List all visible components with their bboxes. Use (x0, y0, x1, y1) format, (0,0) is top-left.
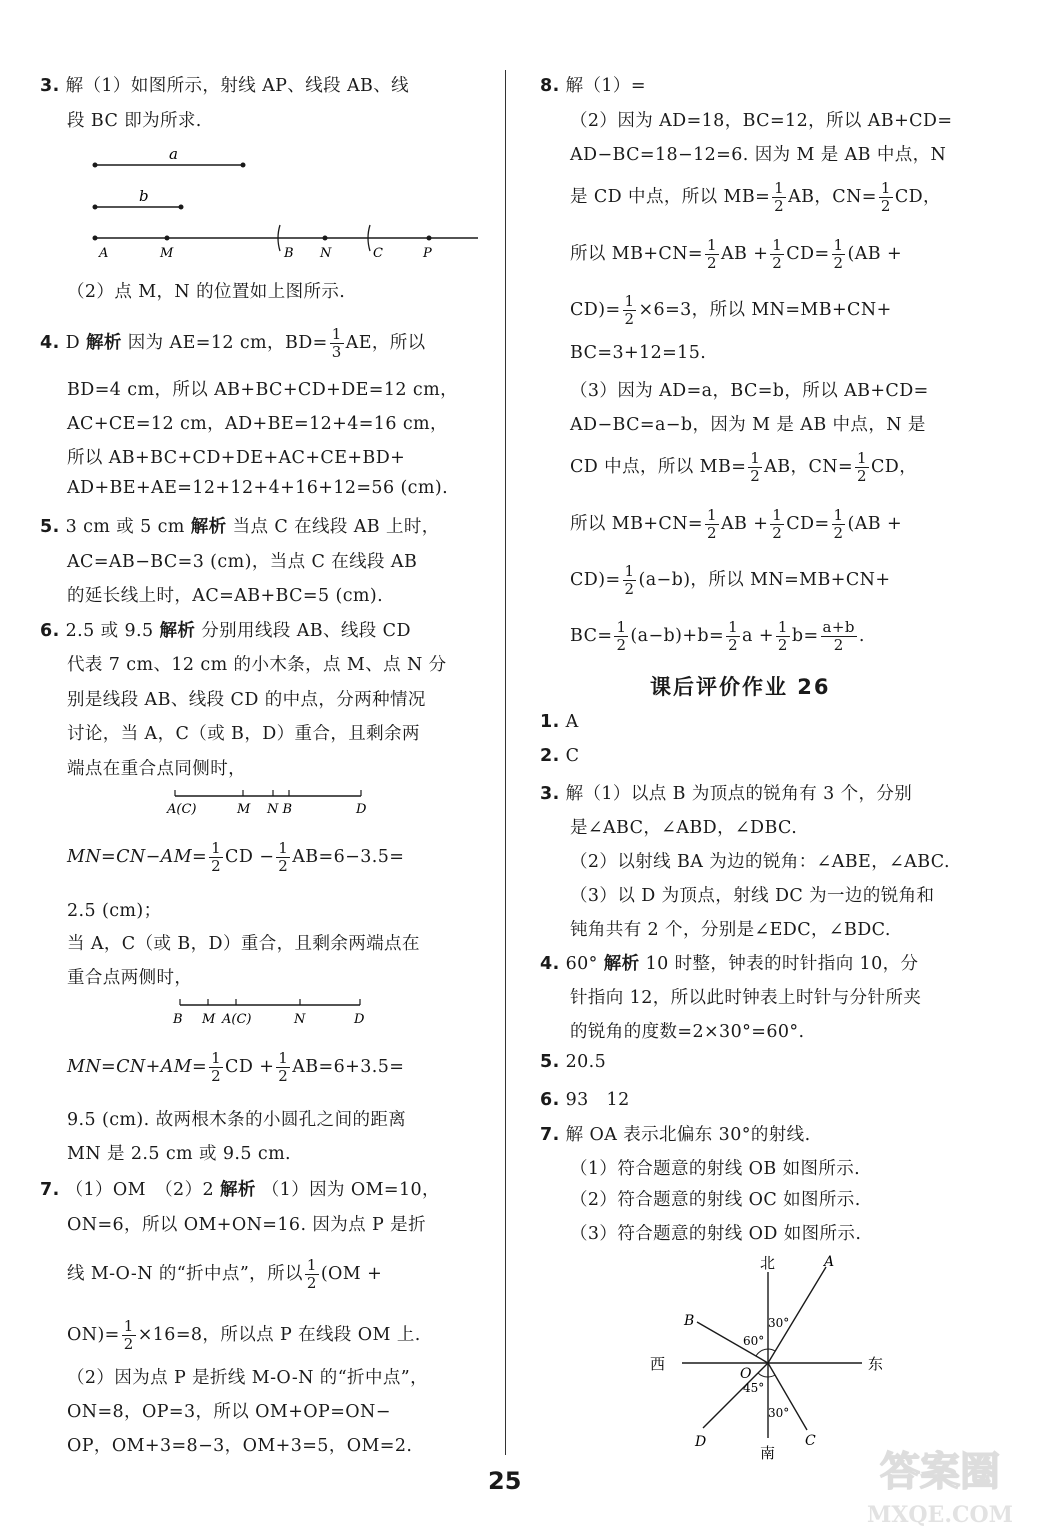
q8-text: 解（1）= (565, 76, 646, 96)
q7-line-4 (67, 1318, 421, 1353)
label-C: C (373, 246, 383, 261)
label-north: 北 (760, 1254, 776, 1272)
q7-number: 7. (40, 1180, 60, 1200)
q7-line-3 (67, 1257, 382, 1292)
a2-line (540, 746, 579, 766)
point-m (165, 236, 170, 241)
fraction-half (832, 237, 846, 272)
frac-num: 1 (857, 449, 867, 467)
label-angle-45: 45° (743, 1381, 765, 1395)
q8-line-8: （3）因为 AD=a，BC=b，所以 AB+CD= (570, 381, 929, 401)
fig1-label-d: D (356, 802, 367, 817)
frac-den: 2 (211, 857, 222, 875)
eq2-a: MN=CN+AM= (67, 1057, 208, 1077)
frac-num: 1 (278, 1049, 289, 1067)
frac-num: 1 (706, 236, 717, 254)
a7-line-3: （2）符合题意的射线 OC 如图所示. (570, 1190, 861, 1210)
q4-text-a: 因为 AE=12 cm，BD= (127, 333, 328, 353)
q8-line-4 (570, 180, 941, 215)
label-C: C (805, 1433, 816, 1449)
fraction-a-plus-b-over-2 (821, 619, 857, 654)
a1-number: 1. (540, 712, 560, 732)
segment-b-end-right (179, 205, 184, 210)
q3-line-1 (40, 72, 409, 97)
fig2-label-m: M (202, 1012, 216, 1027)
a4-answer: 60° (565, 954, 598, 974)
frac-den: 2 (750, 467, 761, 485)
frac-den: 2 (833, 524, 844, 542)
arc-60 (756, 1349, 768, 1356)
q8-l4a: 是 CD 中点，所以 MB= (570, 187, 771, 207)
label-O: O (740, 1366, 752, 1382)
fig1-label-nb: N B (267, 802, 293, 817)
a5-line (540, 1052, 606, 1072)
q8-l11d: (AB + (847, 514, 903, 534)
a5-number: 5. (540, 1052, 560, 1072)
a7-number: 7. (540, 1125, 560, 1145)
q4-analysis-label: 解析 (86, 333, 122, 353)
q6-answer: 2.5 或 9.5 (65, 621, 154, 641)
frac-num: 1 (777, 618, 788, 636)
q8-l13e: . (858, 626, 865, 646)
a7-line-4: （3）符合题意的射线 OD 如图所示. (570, 1224, 862, 1244)
fig2-label-ac: A(C) (222, 1012, 252, 1027)
q6-line-2: 代表 7 cm、12 cm 的小木条，点 M、点 N 分 (67, 655, 447, 675)
a4-line-2: 针指向 12，所以此时钟表上时针与分针所夹 (570, 988, 922, 1008)
q6-eq-2 (67, 1050, 404, 1085)
q8-number: 8. (540, 76, 560, 96)
watermark-logo (850, 1440, 1030, 1530)
a5-answer: 20.5 (565, 1052, 607, 1072)
frac-den: 2 (706, 524, 717, 542)
q8-line-13 (570, 619, 865, 654)
frac-num: 1 (750, 449, 761, 467)
q8-line-9: AD−BC=a−b，因为 M 是 AB 中点，N 是 (570, 415, 926, 435)
fig2-label-d: D (354, 1012, 365, 1027)
a3-line-5: 钝角共有 2 个，分别是∠EDC，∠BDC. (570, 920, 891, 940)
label-a: a (169, 145, 178, 163)
label-P: P (423, 246, 432, 261)
q6-line-11: 9.5 (cm). 故两根木条的小圆孔之间的距离 (67, 1110, 407, 1130)
fraction-half (770, 507, 784, 542)
fraction-half (705, 237, 719, 272)
fraction-half (276, 1050, 290, 1085)
frac-num: a+b (822, 618, 855, 636)
q6-line-5: 端点在重合点同侧时， (67, 759, 246, 779)
q8-l12b: (a−b)，所以 MN=MB+CN+ (638, 570, 891, 590)
q7-l3b: (OM + (320, 1264, 383, 1284)
q6-eq-1 (67, 840, 404, 875)
q4-line-4: 所以 AB+BC+CD+DE+AC+CE+BD+ (67, 448, 406, 468)
frac-num: 1 (772, 236, 783, 254)
q6-line-12: MN 是 2.5 cm 或 9.5 cm. (67, 1144, 292, 1164)
q6-line-8: 当 A，C（或 B，D）重合，且剩余两端点在 (67, 934, 420, 954)
point-a (93, 236, 98, 241)
compass-figure (640, 1250, 900, 1465)
q7-l4a: ON)= (67, 1325, 120, 1345)
frac-num: 1 (123, 1317, 134, 1335)
fraction-half (748, 450, 762, 485)
q8-l6a: CD)= (570, 300, 621, 320)
label-angle-60: 60° (743, 1334, 765, 1348)
q4-line-1 (40, 326, 426, 361)
q3-line-2: 段 BC 即为所求. (67, 111, 202, 131)
a4-number: 4. (540, 954, 560, 974)
frac-num: 1 (728, 618, 739, 636)
frac-num: 1 (774, 179, 785, 197)
a3-text: 解（1）以点 B 为顶点的锐角有 3 个，分别 (565, 784, 913, 804)
q8-line-6 (570, 293, 892, 328)
q4-line-2: BD=4 cm，所以 AB+BC+CD+DE=12 cm， (67, 380, 458, 400)
q6-figure-same-side (165, 786, 375, 818)
fraction-one-third (330, 326, 344, 361)
frac-den: 2 (211, 1067, 222, 1085)
label-N: N (320, 246, 332, 261)
fraction-half (832, 507, 846, 542)
segment-a-end-right (241, 163, 246, 168)
ray-oa (768, 1267, 826, 1363)
q6-figure-two-sides (170, 995, 380, 1027)
frac-den: 2 (880, 197, 891, 215)
a3-line-3: （2）以射线 BA 为边的锐角：∠ABE，∠ABC. (570, 852, 950, 872)
q8-l5a: 所以 MB+CN= (570, 244, 703, 264)
segment-b-end-left (93, 205, 98, 210)
watermark-text: 答案圈 (880, 1448, 1000, 1495)
arc-45 (758, 1373, 768, 1377)
frac-den: 2 (728, 636, 739, 654)
q8-line-12 (570, 563, 890, 598)
q5-number: 5. (40, 517, 60, 537)
q8-l10c: CD， (870, 457, 918, 477)
a2-answer: C (565, 746, 580, 766)
q8-l13a: BC= (570, 626, 613, 646)
arc-30-bottom (768, 1375, 775, 1377)
q8-l5c: CD= (786, 244, 830, 264)
fraction-half (209, 840, 223, 875)
label-west: 西 (650, 1355, 666, 1373)
label-angle-30-top: 30° (768, 1316, 790, 1330)
label-B: B (684, 1313, 695, 1329)
q7-line-1 (40, 1176, 440, 1201)
frac-den: 2 (278, 1067, 289, 1085)
fraction-half (726, 619, 740, 654)
frac-den: 3 (331, 343, 342, 361)
q4-line-3: AC+CE=12 cm，AD+BE=12+4=16 cm， (67, 414, 448, 434)
q7-answer: （1）OM （2）2 (65, 1180, 215, 1200)
a7-line-2: （1）符合题意的射线 OB 如图所示. (570, 1159, 861, 1179)
a1-line (540, 712, 579, 732)
watermark-url: MXQE.COM (866, 1502, 1014, 1528)
q6-line-9: 重合点两侧时， (67, 968, 193, 988)
a1-answer: A (565, 712, 579, 732)
q8-l4c: CD， (894, 187, 941, 207)
q6-analysis-label: 解析 (159, 621, 196, 641)
frac-num: 1 (278, 839, 289, 857)
frac-den: 2 (616, 636, 627, 654)
fig1-label-m: M (237, 802, 251, 817)
eq1-b: CD − (225, 847, 275, 867)
frac-num: 1 (833, 236, 844, 254)
q4-answer: D (65, 333, 81, 353)
q8-l6b: ×6=3，所以 MN=MB+CN+ (638, 300, 892, 320)
q6-number: 6. (40, 621, 60, 641)
fraction-half (623, 563, 637, 598)
fraction-half (122, 1318, 136, 1353)
frac-num: 1 (306, 1256, 317, 1274)
frac-den: 2 (278, 857, 289, 875)
label-D: D (695, 1434, 707, 1450)
eq1-a: MN=CN−AM= (67, 847, 208, 867)
q3-line-3: （2）点 M，N 的位置如上图所示. (67, 282, 346, 302)
frac-num: 1 (833, 506, 844, 524)
q7-line-2: ON=6，所以 OM+ON=16. 因为点 P 是折 (67, 1215, 426, 1235)
segment-a-end-left (93, 163, 98, 168)
frac-den: 2 (772, 254, 783, 272)
q8-l5b: AB + (720, 244, 769, 264)
label-M: M (160, 246, 174, 261)
frac-num: 1 (211, 1049, 222, 1067)
frac-den: 2 (857, 467, 867, 485)
q5-line-2: AC=AB−BC=3 (cm)，当点 C 在线段 AB (67, 552, 418, 572)
frac-num: 1 (616, 618, 627, 636)
q6-line-3: 别是线段 AB、线段 CD 的中点，分两种情况 (67, 690, 426, 710)
eq2-b: CD + (225, 1057, 275, 1077)
q5-line-3: 的延长线上时，AC=AB+BC=5 (cm). (67, 586, 384, 606)
fraction-half (305, 1257, 319, 1292)
a3-number: 3. (540, 784, 560, 804)
a3-line-2: 是∠ABC，∠ABD，∠DBC. (570, 818, 798, 838)
q8-l10a: CD 中点，所以 MB= (570, 457, 747, 477)
a6-line (540, 1086, 630, 1111)
q5-text: 当点 C 在线段 AB 上时， (232, 517, 440, 537)
q4-number: 4. (40, 333, 60, 353)
q7-analysis-label: 解析 (219, 1180, 256, 1200)
label-A: A (824, 1254, 835, 1270)
frac-den: 2 (706, 254, 717, 272)
q7-line-5: （2）因为点 P 是折线 M-O-N 的“折中点”， (67, 1368, 428, 1388)
frac-num: 1 (706, 506, 717, 524)
arc-30-top (768, 1349, 775, 1351)
a6-answer: 93 12 (565, 1090, 630, 1110)
frac-den: 2 (123, 1335, 134, 1353)
column-divider (505, 70, 506, 1455)
q8-line-11 (570, 507, 902, 542)
frac-den: 2 (777, 636, 788, 654)
frac-num: 1 (624, 292, 635, 310)
q6-line-7: 2.5 (cm)； (67, 901, 162, 921)
frac-num: 1 (880, 179, 891, 197)
fig1-label-ac: A(C) (167, 802, 197, 817)
q6-line-1 (40, 617, 411, 642)
fraction-half (705, 507, 719, 542)
q5-analysis-label: 解析 (190, 517, 227, 537)
fraction-half (776, 619, 790, 654)
a4-line-1 (540, 950, 918, 975)
label-A: A (99, 246, 109, 261)
q8-l11c: CD= (786, 514, 830, 534)
q8-line-10 (570, 450, 917, 485)
q7-l3a: 线 M-O-N 的“折中点”，所以 (67, 1264, 303, 1284)
q8-line-5 (570, 237, 902, 272)
a3-line-1 (540, 780, 912, 805)
point-n (323, 236, 328, 241)
fraction-half (879, 180, 893, 215)
q3-text: 解（1）如图所示，射线 AP、线段 AB、线 (65, 76, 410, 96)
q8-l5d: (AB + (847, 244, 903, 264)
frac-den: 2 (624, 310, 635, 328)
q7-line-7: OP，OM+3=8−3，OM+3=5，OM=2. (67, 1436, 413, 1456)
a4-text: 10 时整，钟表的时针指向 10，分 (645, 954, 919, 974)
label-angle-30-bottom: 30° (768, 1406, 790, 1420)
fig2-label-n: N (294, 1012, 306, 1027)
q8-l4b: AB，CN= (788, 187, 877, 207)
fraction-half (623, 293, 637, 328)
a4-analysis-label: 解析 (603, 954, 640, 974)
q8-l12a: CD)= (570, 570, 621, 590)
q7-text: （1）因为 OM=10， (261, 1180, 440, 1200)
q5-line-1 (40, 513, 440, 538)
q5-answer: 3 cm 或 5 cm (65, 517, 185, 537)
q8-l11a: 所以 MB+CN= (570, 514, 703, 534)
frac-den: 2 (833, 254, 844, 272)
q8-l13b: (a−b)+b= (630, 626, 725, 646)
frac-num: 1 (331, 325, 342, 343)
q7-line-6: ON=8，OP=3，所以 OM+OP=ON− (67, 1402, 391, 1422)
q6-line-4: 讨论，当 A，C（或 B，D）重合，且剩余两 (67, 724, 420, 744)
page-number: 25 (488, 1467, 522, 1495)
q8-line-1 (540, 72, 646, 97)
q7-l4b: ×16=8，所以点 P 在线段 OM 上. (137, 1325, 421, 1345)
fraction-half (209, 1050, 223, 1085)
fraction-half (770, 237, 784, 272)
frac-num: 1 (624, 562, 635, 580)
frac-num: 1 (772, 506, 783, 524)
label-south: 南 (760, 1444, 776, 1462)
fraction-half (855, 450, 869, 485)
q8-l11b: AB + (720, 514, 769, 534)
label-B: B (284, 246, 294, 261)
q8-line-3: AD−BC=18−12=6. 因为 M 是 AB 中点，N (570, 145, 947, 165)
q3-figure (85, 143, 485, 263)
frac-den: 2 (774, 197, 785, 215)
a7-line-1 (540, 1121, 811, 1146)
point-p (427, 236, 432, 241)
a7-text: 解 OA 表示北偏东 30°的射线. (565, 1125, 811, 1145)
a4-line-3: 的锐角的度数=2×30°=60°. (570, 1022, 805, 1042)
q8-l13c: a + (742, 626, 774, 646)
fraction-half (614, 619, 628, 654)
eq1-c: AB=6−3.5= (292, 847, 405, 867)
q8-line-2: （2）因为 AD=18，BC=12，所以 AB+CD= (570, 111, 953, 131)
q8-line-7: BC=3+12=15. (570, 343, 707, 363)
a3-line-4: （3）以 D 为顶点，射线 DC 为一边的锐角和 (570, 886, 935, 906)
eq2-c: AB=6+3.5= (292, 1057, 405, 1077)
frac-den: 2 (772, 524, 783, 542)
a6-number: 6. (540, 1090, 560, 1110)
q8-l13d: b= (791, 626, 819, 646)
q8-l10b: AB，CN= (764, 457, 854, 477)
fraction-half (772, 180, 786, 215)
frac-den: 2 (624, 580, 635, 598)
label-east: 东 (868, 1355, 884, 1373)
fraction-half (276, 840, 290, 875)
frac-den: 2 (833, 636, 844, 654)
q6-text: 分别用线段 AB、线段 CD (201, 621, 411, 641)
section-title: 课后评价作业 26 (650, 675, 831, 699)
frac-num: 1 (211, 839, 222, 857)
frac-den: 2 (306, 1274, 317, 1292)
a2-number: 2. (540, 746, 560, 766)
q3-number: 3. (40, 76, 60, 96)
fig2-label-b: B (173, 1012, 183, 1027)
q4-line-5: AD+BE+AE=12+12+4+16+12=56 (cm). (67, 478, 449, 498)
label-b: b (139, 187, 149, 205)
q4-text-b: AE，所以 (345, 333, 426, 353)
